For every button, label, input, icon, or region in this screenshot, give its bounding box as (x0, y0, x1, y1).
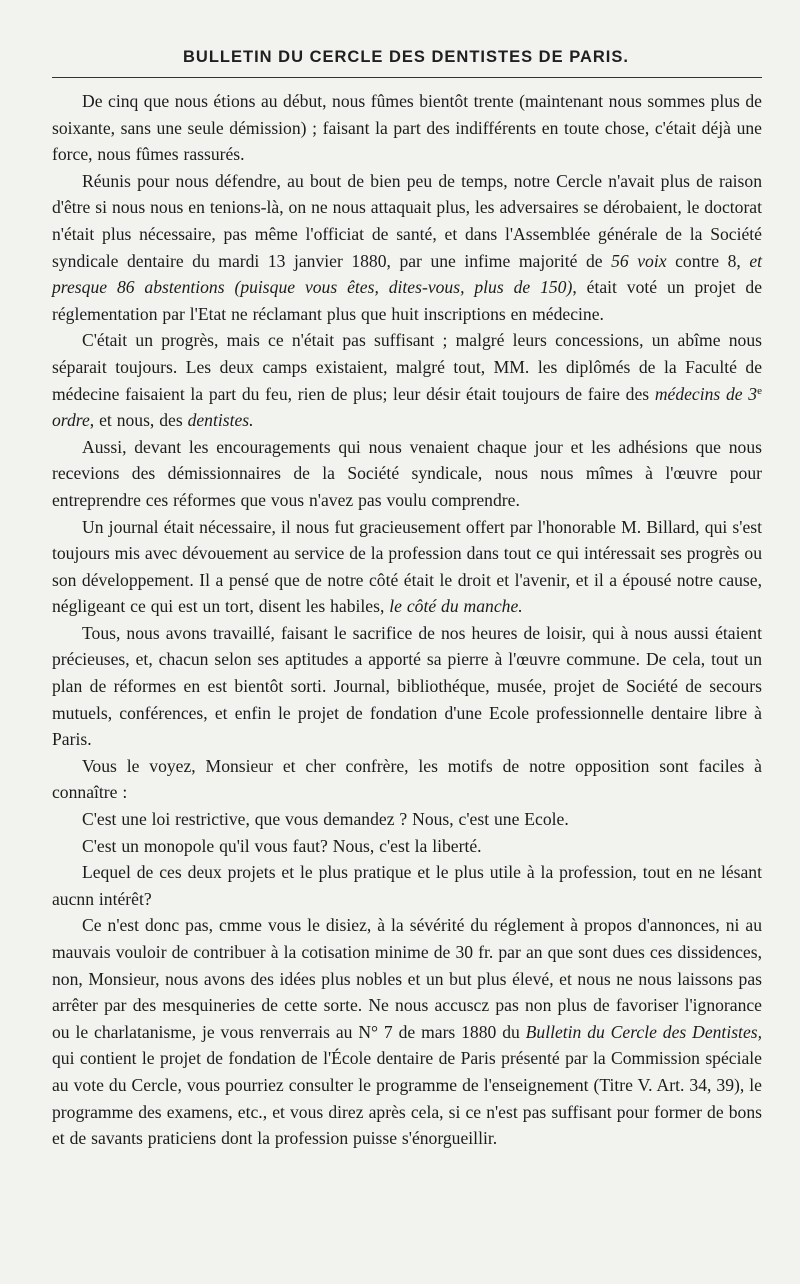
paragraph-9: C'est un monopole qu'il vous faut? Nous, c'est la liberté. (82, 835, 482, 856)
paragraph-2-italic-abstentions: et presque 86 abstentions (puisque vous êtes, dites-vous, plus de 150) (52, 250, 763, 298)
paragraph-3 (52, 327, 762, 433)
paragraph-3-text: C'était un progrès, mais ce n'était pas suffisant ; malgré leurs concessions, un abîme nous séparait toujours. Les deux camps existaient, malgré tout, MM. les diplômés de la Faculté de médecine faisaient la part du feu, rien de plus; leur désir était toujours de faire des (52, 330, 762, 404)
paragraph-7: Vous le voyez, Monsieur et cher confrère, les motifs de notre opposition sont faciles à connaître : (52, 755, 762, 803)
paragraph-11 (52, 912, 762, 1151)
paragraph-11-text: Ce n'est donc pas, cmme vous le disiez, à la sévérité du réglement à propos d'annonces, ni au mauvais vouloir de contribuer à la cotisation minime de 30 fr. par an que sont dues ces dissidences, non, Monsieur, nous avons des idées plus nobles et un but plus élevé, et nous ne nous laissons pas arrêter par des mesquineries de cette sorte. Ne nous accuscz pas non plus de favoriser l'ignorance ou le charlatanisme, je vous renverrais au N° 7 de mars 1880 du (52, 915, 762, 1042)
paragraph-3-text-2: , et nous, des (89, 410, 188, 431)
paragraph-5 (52, 514, 762, 620)
header-rule (52, 77, 762, 78)
paragraph-6: Tous, nous avons travaillé, faisant le sacrifice de nos heures de loisir, qui à nous aussi étaient précieuses, et, chacun selon ses aptitudes a apporté sa pierre à l'œuvre commune. De cela, tout un plan de réformes en est bientôt sorti. Journal, bibliothéque, musée, projet de Société de secours mutuels, conférences, et enfin le projet de fondation d'une Ecole professionnelle dentaire libre à Paris. (52, 622, 762, 750)
paragraph-8: C'est une loi restrictive, que vous demandez ? Nous, c'est une Ecole. (82, 809, 569, 830)
paragraph-2 (52, 168, 762, 328)
article-body (52, 88, 762, 1152)
paragraph-11-text-2: qui contient le projet de fondation de l'École dentaire de Paris présenté par la Commission spéciale au vote du Cercle, vous pourriez consulter le programme de l'enseignement (Titre V. Art. 34, 39), le programme des examens, etc., et vous direz après cela, si ce n'est pas suffisant pour former de bons et de savants praticiens dont la profession puisse s'énorgueillir. (52, 1048, 762, 1149)
paragraph-5-text: Un journal était nécessaire, il nous fut gracieusement offert par l'honorable M. Billard, qui s'est toujours mis avec dévouement au service de la profession dans tout ce qui intéressait ses progrès ou son développement. Il a pensé que de notre côté était le droit et l'avenir, et il a épousé notre cause, négligeant ce qui est un tort, disent les habiles, (52, 516, 762, 617)
paragraph-3-italic-ordre: ordre (52, 410, 90, 431)
page-header: BULLETIN DU CERCLE DES DENTISTES DE PARIS. (183, 48, 629, 66)
paragraph-2-text-2: contre 8, (666, 250, 750, 271)
paragraph-5-italic-manche: le côté du manche. (389, 596, 523, 617)
paragraph-10: Lequel de ces deux projets et le plus pratique et le plus utile à la profession, tout en ne lésant aucnn intérêt? (52, 862, 762, 909)
paragraph-11-italic-bulletin: Bulletin du Cercle des Dentistes, (525, 1021, 762, 1042)
paragraph-2-italic-votes: 56 voix (611, 250, 667, 271)
paragraph-3-italic-medecins: médecins de 3 (654, 383, 758, 404)
paragraph-1: De cinq que nous étions au début, nous fûmes bientôt trente (maintenant nous sommes plus de soixante, sans une seule démission) ; faisant la part des indifférents en toute chose, c'était déjà une force, nous fûmes rassurés. (52, 91, 762, 165)
paragraph-4: Aussi, devant les encouragements qui nous venaient chaque jour et les adhésions que nous recevions des démissionnaires de la Société syndicale, nous nous mîmes à l'œuvre pour entreprendre ces réformes que vous n'avez pas voulu comprendre. (52, 436, 762, 510)
paragraph-3-italic-dentistes: dentistes. (187, 410, 254, 431)
paragraph-2-text-3: , était voté un projet de réglementation par l'Etat ne réclamant plus que huit inscriptions en médecine. (52, 277, 763, 324)
paragraph-2-text: Réunis pour nous défendre, au bout de bien peu de temps, notre Cercle n'avait plus de raison d'être si nous nous en tenions-là, on ne nous attaquait plus, les adversaires se dérobaient, le doctorat n'était plus nécessaire, pas même l'officiat de santé, et dans l'Assemblée générale de la Société syndicale dentaire du mardi 13 janvier 1880, par une infime majorité de (52, 170, 762, 271)
paragraph-3-superscript: e (757, 384, 762, 397)
